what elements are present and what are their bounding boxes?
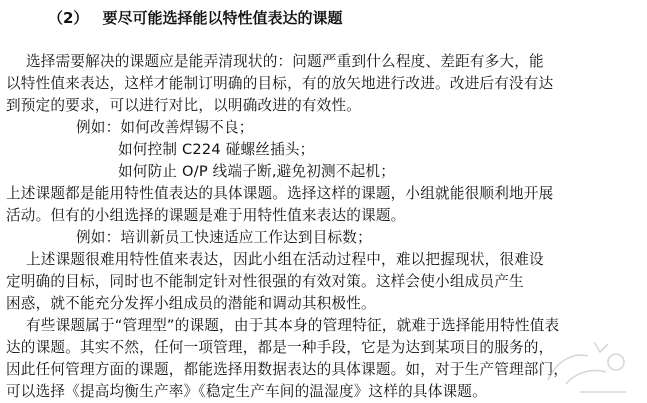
- example-line: 例如：如何改善焊锡不良；: [76, 119, 254, 136]
- example-line: 如何防止 O/P 线端子断,避免初测不起机；: [118, 163, 396, 180]
- body-line: 定明确的目标，同时也不能制定针对性很强的有效对策。这样会使小组成员产生: [6, 273, 524, 290]
- body-line: 以特性值来表达，这样才能制订明确的目标，有的放矢地进行改进。改进后有没有达: [6, 75, 554, 92]
- body-line: 达的课题。其实不然，任何一项管理，都是一种手段，它是为达到某项目的服务的，: [6, 339, 554, 356]
- body-line: 有些课题属于“管理型”的课题，由于其本身的管理特征，就难于选择能用特性值表: [26, 317, 560, 334]
- body-line: 困惑，就不能充分发挥小组成员的潜能和调动其积极性。: [6, 295, 376, 312]
- example-line: 如何控制 C224 碰螺丝插头；: [118, 141, 315, 158]
- body-line: 活动。但有的小组选择的课题是难于用特性值来表达的课题。: [6, 207, 406, 224]
- section-title: 要尽可能选择能以特性值表达的课题: [102, 9, 343, 27]
- body-line: 因此任何管理方面的课题，都能选择用数据表达的具体课题。如，对于生产管理部门，: [6, 361, 569, 378]
- body-line: 上述课题很难用特性值来表达，因此小组在活动过程中，难以把握现状，很难设: [26, 251, 544, 268]
- body-line: 上述课题都是能用特性值表达的具体课题。选择这样的课题，小组就能很顺利地开展: [6, 185, 554, 202]
- section-number: （2）: [48, 9, 89, 27]
- example-line: 例如：培训新员工快速适应工作达到目标数；: [76, 229, 372, 246]
- body-line: 选择需要解决的课题应是能弄清现状的：问题严重到什么程度、差距有多大，能: [26, 53, 544, 70]
- body-line: 到预定的要求，可以进行对比，以明确改进的有效性。: [6, 97, 362, 114]
- body-line: 可以选择《提高均衡生产率》《稳定生产车间的温湿度》这样的具体课题。: [6, 383, 487, 400]
- section-heading: [48, 8, 342, 28]
